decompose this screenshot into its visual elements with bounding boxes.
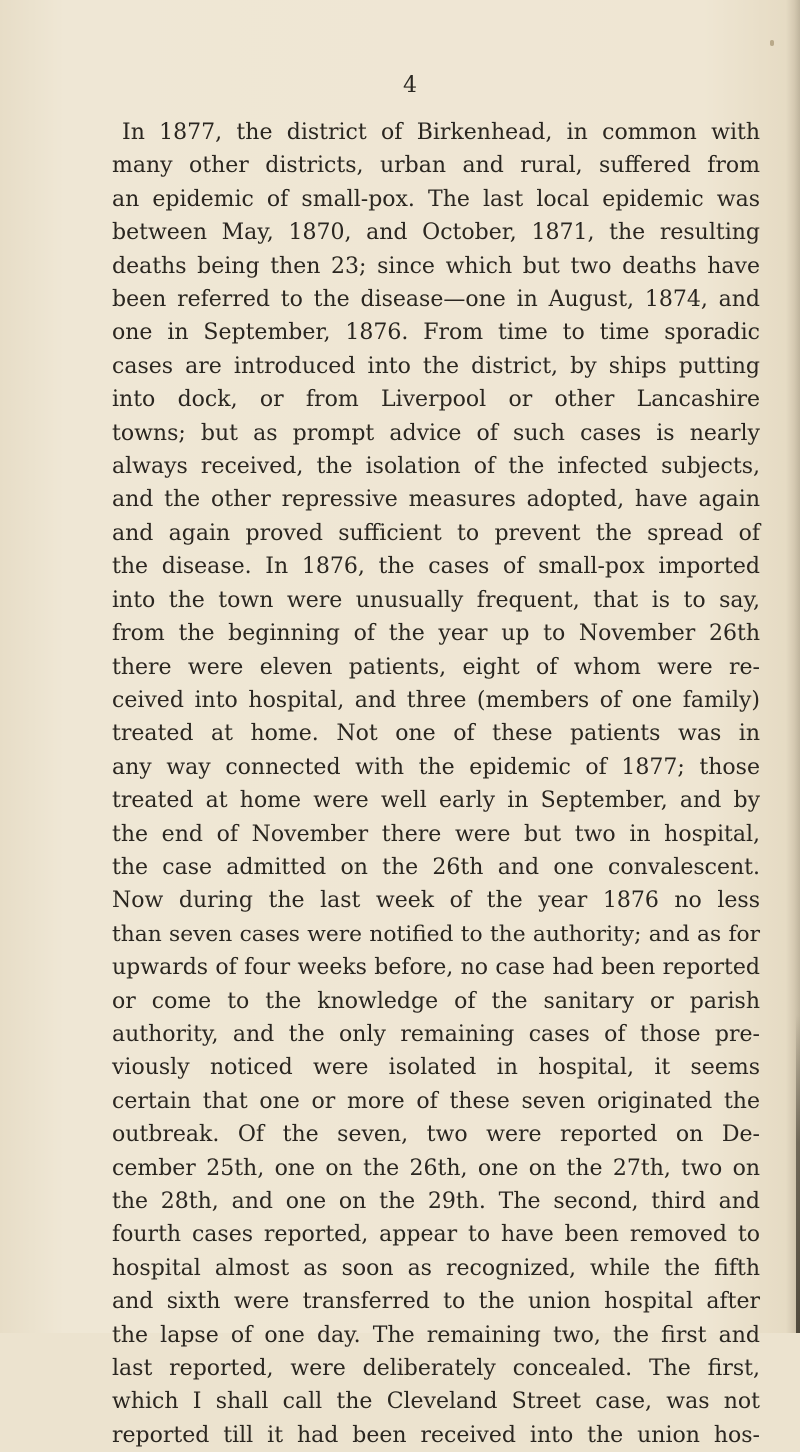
text-line: into dock, or from Liverpool or other Lancashire xyxy=(112,387,760,413)
paper-speck xyxy=(770,40,774,46)
text-line: from the beginning of the year up to November 26th xyxy=(112,621,760,647)
text-line: hospital almost as soon as recognized, while the fifth xyxy=(112,1255,760,1281)
text-line: which I shall call the Cleveland Street case, was not xyxy=(112,1389,760,1415)
text-line: the end of November there were but two in hospital, xyxy=(112,821,760,847)
text-line: viously noticed were isolated in hospital, it seems xyxy=(112,1055,760,1081)
text-line: towns; but as prompt advice of such cases is nearly xyxy=(112,420,760,446)
text-line: Now during the last week of the year 1876 no less xyxy=(112,888,760,914)
text-line: fourth cases reported, appear to have been removed to xyxy=(112,1222,760,1248)
text-line: authority, and the only remaining cases of those pre- xyxy=(112,1021,760,1047)
text-line: certain that one or more of these seven originated the xyxy=(112,1088,760,1114)
text-line: into the town were unusually frequent, that is to say, xyxy=(112,587,760,613)
text-line: last reported, were deliberately concealed. The first, xyxy=(112,1356,760,1382)
text-line: ceived into hospital, and three (members of one family) xyxy=(112,687,760,713)
text-line: one in September, 1876. From time to time sporadic xyxy=(112,320,760,346)
text-line: outbreak. Of the seven, two were reported on De- xyxy=(112,1122,760,1148)
text-line: the case admitted on the 26th and one convalescent. xyxy=(112,854,760,880)
text-line: any way connected with the epidemic of 1877; those xyxy=(112,754,760,780)
text-line: many other districts, urban and rural, suffered from xyxy=(112,153,760,179)
text-line: cember 25th, one on the 26th, one on the 27th, two on xyxy=(112,1155,760,1181)
text-line: between May, 1870, and October, 1871, the resulting xyxy=(112,220,760,246)
text-line: an epidemic of small-pox. The last local epidemic was xyxy=(112,186,760,212)
text-line: always received, the isolation of the infected subjects, xyxy=(112,454,760,480)
text-line: and again proved sufficient to prevent the spread of xyxy=(112,520,760,546)
body-text xyxy=(112,116,760,1452)
text-line: the 28th, and one on the 29th. The second, third and xyxy=(112,1189,760,1214)
text-line: the disease. In 1876, the cases of small-pox imported xyxy=(112,554,760,580)
text-line: reported till it had been received into the union hos- xyxy=(112,1422,760,1448)
text-line: or come to the knowledge of the sanitary or parish xyxy=(112,988,760,1014)
text-line: cases are introduced into the district, by ships putting xyxy=(112,353,760,379)
text-line: upwards of four weeks before, no case had been reported xyxy=(112,955,760,981)
text-line: than seven cases were notified to the authority; and as for xyxy=(112,921,760,947)
text-line: treated at home. Not one of these patients was in xyxy=(112,721,760,747)
text-line: and the other repressive measures adopted, have again xyxy=(112,487,760,513)
text-line: In 1877, the district of Birkenhead, in common with xyxy=(122,120,760,145)
text-line: been referred to the disease—one in August, 1874, and xyxy=(112,287,760,313)
text-line: and sixth were transferred to the union hospital after xyxy=(112,1289,760,1315)
binding-edge-mark xyxy=(796,1015,800,1333)
text-line: treated at home were well early in September, and by xyxy=(112,788,760,814)
text-line: deaths being then 23; since which but two deaths have xyxy=(112,253,760,279)
text-line: there were eleven patients, eight of whom were re- xyxy=(112,654,760,680)
text-line: the lapse of one day. The remaining two, the first and xyxy=(112,1322,760,1348)
page-number: 4 xyxy=(403,73,417,98)
